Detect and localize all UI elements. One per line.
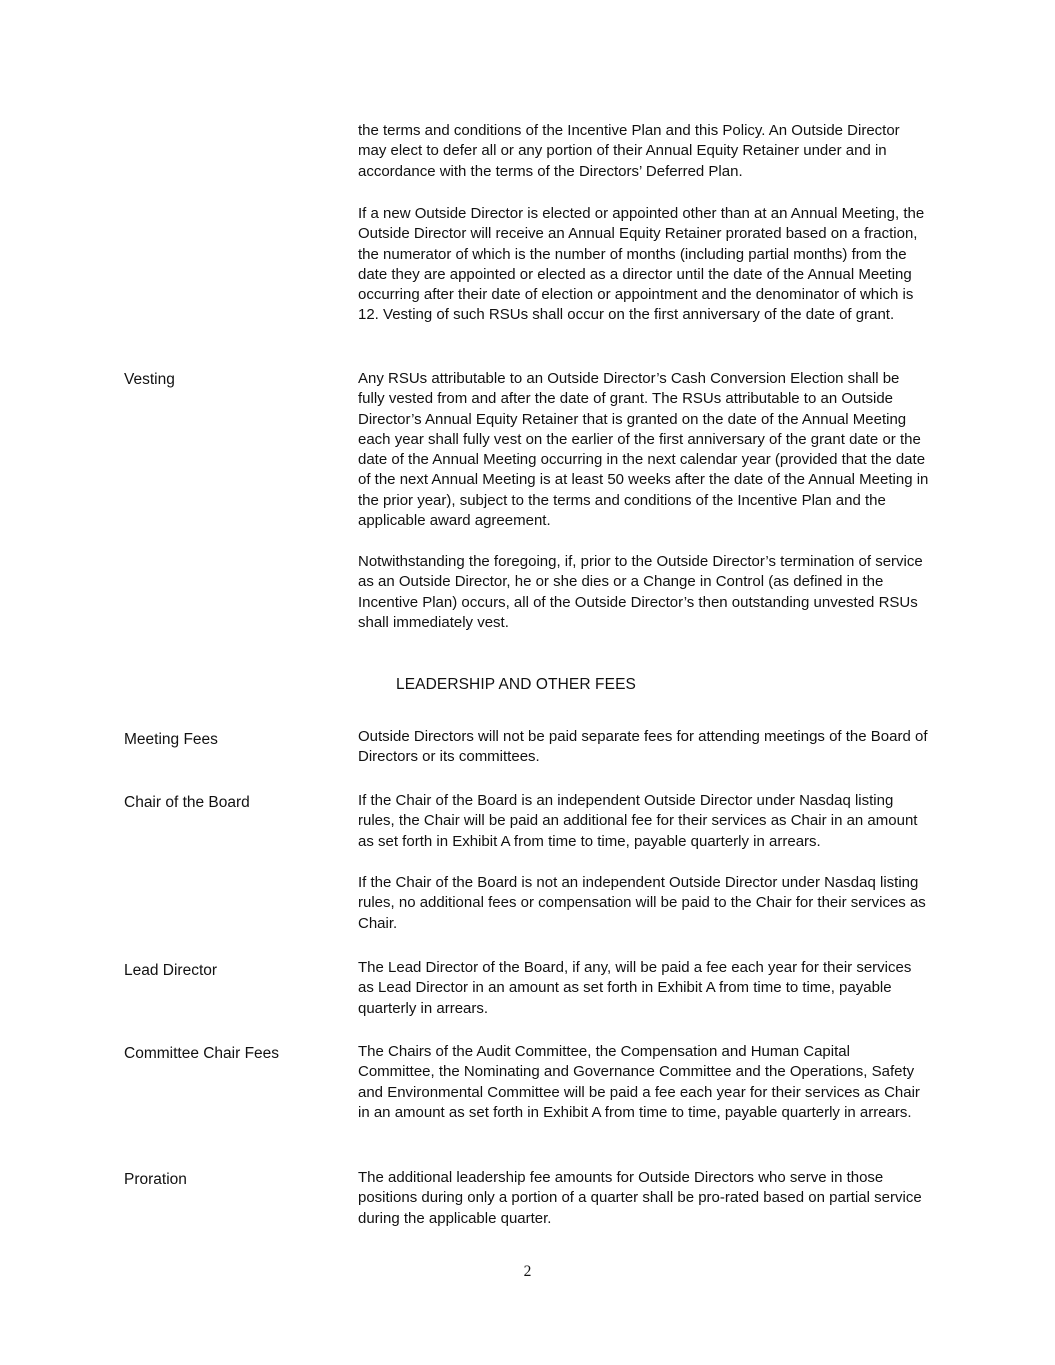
lead-director-text: The Lead Director of the Board, if any, will be paid a fee each year for their services as Lead Director in an amount as set forth in Exhibit A from time to time, payable quarterly in arrears. (358, 959, 912, 1017)
meeting-fees-label: Meeting Fees (124, 731, 218, 748)
lead-director-label: Lead Director (124, 962, 218, 979)
vesting-paragraph-2: Notwithstanding the foregoing, if, prior to the Outside Director’s termination of service as an Outside Director, he or she dies or a Change in Control (as defined in the Incentive Plan) occurs, all of the Outside Director’s then outstanding unvested RSUs shall immediately vest. (358, 553, 923, 631)
committee-chair-fees-text: The Chairs of the Audit Committee, the Compensation and Human Capital Committee, the Nominating and Governance Committee and the Operations, Safety and Environmental Committee will be paid a fee each year for their services as Chair in an amount as set forth in Exhibit A from time to time, payable quarterly in arrears. (358, 1043, 920, 1121)
proration-text: The additional leadership fee amounts for Outside Directors who serve in those positions during only a portion of a quarter shall be pro-rated based on partial service during the applicable quarter. (358, 1169, 922, 1227)
section-heading: LEADERSHIP AND OTHER FEES (396, 676, 636, 693)
proration-label: Proration (124, 1171, 187, 1188)
vesting-label: Vesting (124, 371, 175, 388)
chair-of-board-label: Chair of the Board (124, 794, 250, 811)
chair-of-board-paragraph-1: If the Chair of the Board is an independent Outside Director under Nasdaq listing rules, the Chair will be paid an additional fee for their services as Chair in an amount as set forth in Exhibit A from time to time, payable quarterly in arrears. (358, 792, 918, 850)
intro-paragraph-2: If a new Outside Director is elected or appointed other than at an Annual Meeting, the Outside Director will receive an Annual Equity Retainer prorated based on a fraction, the numerator of which is the number of months (including partial months) from the date they are appointed or elected as a director until the date of the Annual Meeting occurring after their date of election or appointment and the denominator of which is 12. Vesting of such RSUs shall occur on the first anniversary of the date of grant. (358, 205, 925, 324)
intro-paragraph-1: the terms and conditions of the Incentive Plan and this Policy. An Outside Director may elect to defer all or any portion of their Annual Equity Retainer under and in accordance with the terms of the Directors’ Deferred Plan. (358, 122, 900, 180)
page-number: 2 (523, 1263, 532, 1280)
meeting-fees-text: Outside Directors will not be paid separate fees for attending meetings of the Board of Directors or its committees. (358, 728, 928, 766)
committee-chair-fees-label: Committee Chair Fees (124, 1045, 280, 1062)
vesting-paragraph-1: Any RSUs attributable to an Outside Director’s Cash Conversion Election shall be fully vested from and after the date of grant. The RSUs attributable to an Outside Director’s Annual Equity Retainer that is granted on the date of the Annual Meeting each year shall fully vest on the earlier of the first anniversary of the grant date or the date of the Annual Meeting occurring in the next calendar year (provided that the date of the next Annual Meeting is at least 50 weeks after the date of the Annual Meeting in the prior year), subject to the terms and conditions of the Incentive Plan and the applicable award agreement. (358, 370, 929, 530)
chair-of-board-paragraph-2: If the Chair of the Board is not an independent Outside Director under Nasdaq listing rules, no additional fees or compensation will be paid to the Chair for their services as Chair. (358, 874, 926, 932)
